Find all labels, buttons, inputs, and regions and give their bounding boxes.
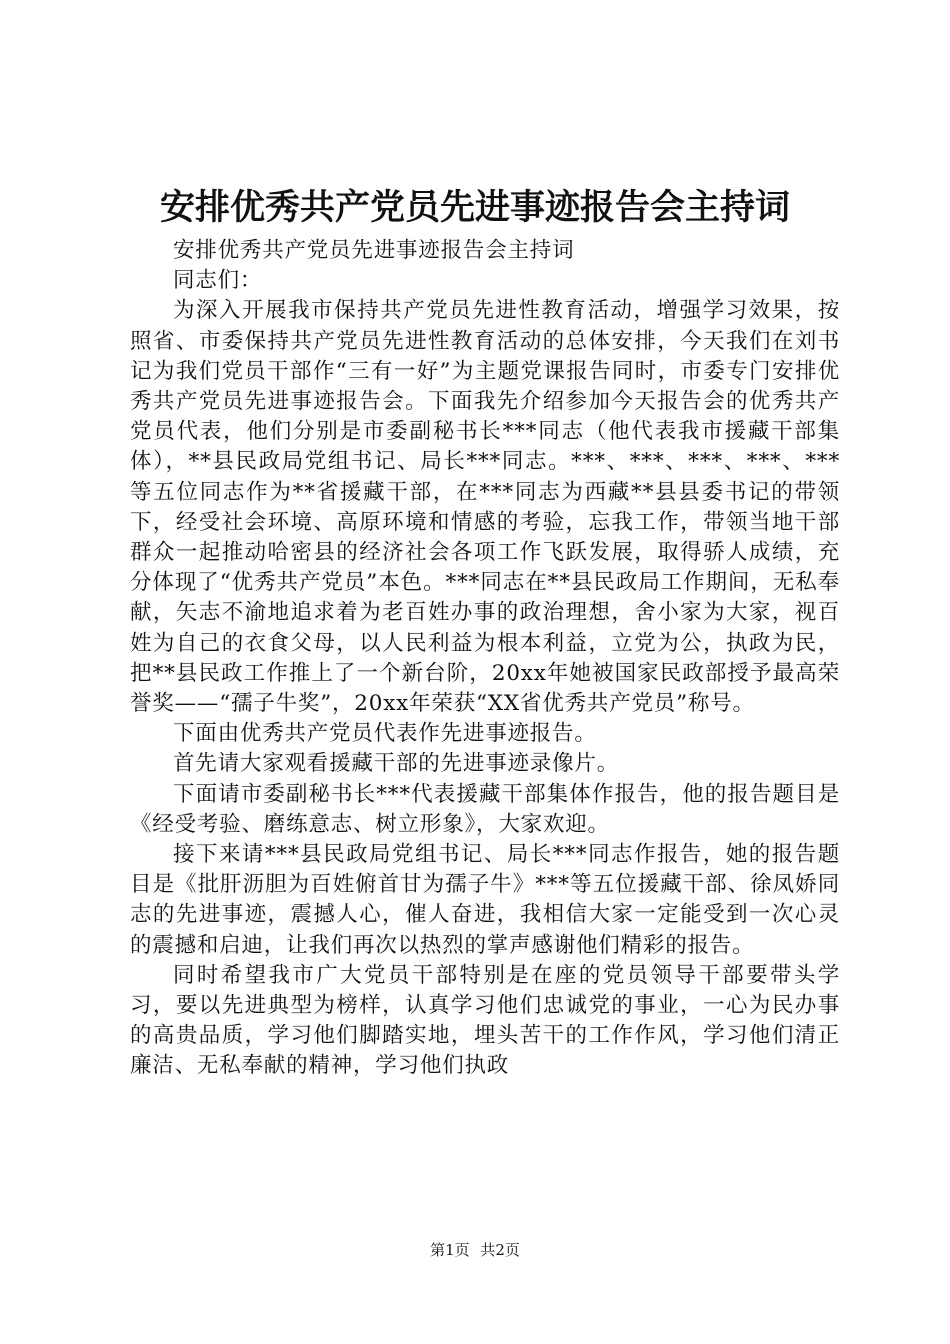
paragraph: 接下来请***县民政局党组书记、局长***同志作报告，她的报告题目是《批肝沥胆为百姓俯首甘为孺子牛》***等五位援藏干部、徐凤娇同志的先进事迹，震撼人心，催人奋进，我相信大家一定能受到一次心灵的震撼和启迪，让我们再次以热烈的掌声感谢他们精彩的报告。 [130, 842, 840, 958]
page-footer [0, 1240, 950, 1260]
page-total: 共2页 [480, 1241, 520, 1259]
paragraph: 下面请市委副秘书长***代表援藏干部集体作报告，他的报告题目是《经受考验、磨练意志、树立形象》，大家欢迎。 [130, 781, 840, 837]
document-body [130, 236, 840, 1082]
paragraph: 为深入开展我市保持共产党员先进性教育活动，增强学习效果，按照省、市委保持共产党员先进性教育活动的总体安排，今天我们在刘书记为我们党员干部作“三有一好”为主题党课报告同时，市委专门安排优秀共产党员先进事迹报告会。下面我先介绍参加今天报告会的优秀共产党员代表，他们分别是市委副秘书长***同志（他代表我市援藏干部集体），**县民政局党组书记、局长***同志。***、***、***、***、***等五位同志作为**省援藏干部，在***同志为西藏**县县委书记的带领下，经受社会环境、高原环境和情感的考验，忘我工作，带领当地干部群众一起推动哈密县的经济社会各项工作飞跃发展，取得骄人成绩，充分体现了“优秀共产党员”本色。***同志在**县民政局工作期间，无私奉献，矢志不渝地追求着为老百姓办事的政治理想，舍小家为大家，视百姓为自己的衣食父母，以人民利益为根本利益，立党为公，执政为民，把**县民政工作推上了一个新台阶，20xx年她被国家民政部授予最高荣誉奖——“孺子牛奖”，20xx年荣获“XX省优秀共产党员”称号。 [130, 298, 840, 717]
paragraph: 同时希望我市广大党员干部特别是在座的党员领导干部要带头学习，要以先进典型为榜样，认真学习他们忠诚党的事业，一心为民办事的高贵品质，学习他们脚踏实地，埋头苦干的工作作风，学习他们清正廉洁、无私奉献的精神，学习他们执政 [130, 962, 840, 1079]
page-number: 第1页 [430, 1241, 470, 1259]
paragraph: 安排优秀共产党员先进事迹报告会主持词 [173, 238, 575, 263]
paragraph: 同志们： [173, 268, 263, 294]
paragraph: 下面由优秀共产党员代表作先进事迹报告。 [173, 721, 597, 747]
document-title: 安排优秀共产党员先进事迹报告会主持词 [159, 187, 790, 228]
paragraph: 首先请大家观看援藏干部的先进事迹录像片。 [173, 751, 620, 777]
